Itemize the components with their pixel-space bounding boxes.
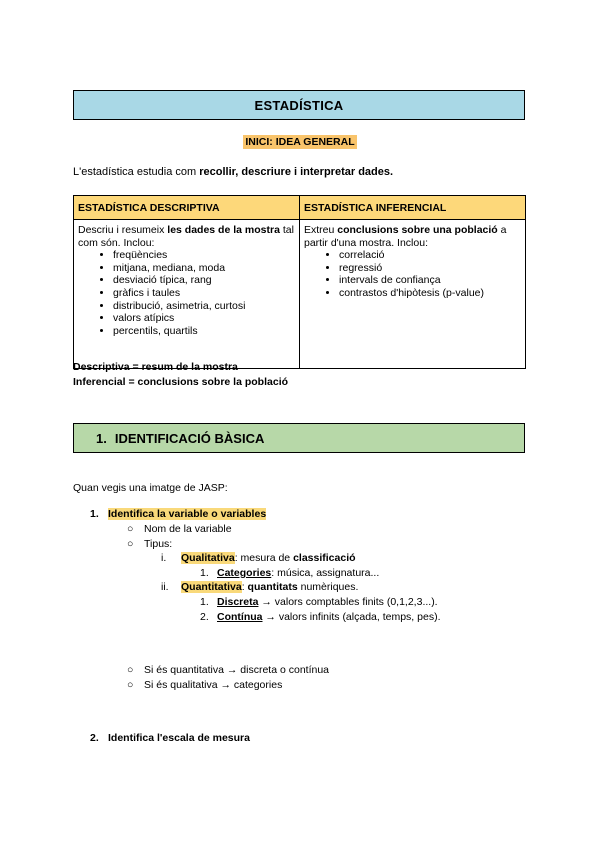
intro-bold-text: recollir, descriure i interpretar dades. (199, 166, 394, 178)
step1-sub-text: Nom de la variable (144, 523, 232, 535)
quantitative-after: numèriques. (297, 581, 359, 593)
list-item: • contrastos d'hipòtesis (p-value) (339, 287, 521, 300)
categories-item (200, 567, 379, 579)
rule-text: Si és quantitativa → discreta o contínua (144, 664, 330, 676)
step1-sub-text: Tipus: (144, 538, 173, 550)
list-item: • gràfics i taules (113, 287, 295, 300)
step1-sub-item (127, 538, 172, 550)
section-heading (73, 423, 525, 453)
list-item: • intervals de confiança (339, 274, 521, 287)
continuous-label: Contínua (217, 611, 263, 623)
qualitative-text: : mesura de (234, 552, 294, 564)
discrete-label: Discreta (217, 596, 259, 608)
summary-block (73, 360, 288, 390)
table-body-row (74, 220, 526, 369)
list-item: • valors atípics (113, 312, 295, 325)
section-number: 1. (96, 430, 107, 446)
quantitative-bold: quantitats (247, 581, 298, 593)
circle-bullet-icon: ○ (127, 523, 134, 535)
categories-text: : música, assignatura... (271, 567, 380, 579)
qualitative-marker: i. (161, 552, 167, 564)
discrete-text: → valors comptables finits (0,1,2,3...). (258, 596, 438, 608)
list-item: • regressió (339, 262, 521, 275)
step2-marker: 2. (90, 732, 99, 744)
inferential-header: ESTADÍSTICA INFERENCIAL (300, 196, 526, 220)
inferential-intro-bold: conclusions sobre una població (337, 224, 498, 236)
subtitle (0, 136, 600, 148)
list-item: • distribució, asimetria, curtosi (113, 300, 295, 313)
document-title (73, 90, 525, 120)
descriptive-intro-after: tal com són. Inclou: (78, 224, 294, 249)
step1-sub-item (127, 523, 232, 535)
step2-title: Identifica l'escala de mesura (108, 732, 250, 744)
circle-bullet-icon: ○ (127, 538, 134, 550)
section-title: IDENTIFICACIÓ BÀSICA (114, 430, 265, 446)
list-item: • percentils, quartils (113, 325, 295, 338)
step1-marker: 1. (90, 508, 99, 520)
summary-line-inferential: Inferencial = conclusions sobre la població (73, 376, 289, 388)
jasp-intro: Quan vegis una imatge de JASP: (73, 482, 228, 494)
inferential-intro (304, 224, 521, 249)
inferential-cell (300, 220, 526, 369)
inferential-intro-text: Extreu (304, 224, 338, 236)
descriptive-header: ESTADÍSTICA DESCRIPTIVA (74, 196, 300, 220)
qualitative-item (161, 552, 356, 564)
subtitle-text: INICI: IDEA GENERAL (245, 136, 355, 148)
step1-heading (90, 508, 266, 520)
categories-label: Categories (217, 567, 272, 579)
quantitative-marker: ii. (161, 581, 169, 593)
list-item: • mitjana, mediana, moda (113, 262, 295, 275)
continuous-text: → valors infinits (alçada, temps, pes). (262, 611, 441, 623)
continuous-item (200, 611, 440, 623)
intro-paragraph (73, 166, 393, 178)
qualitative-label: Qualitativa (181, 552, 235, 564)
discrete-item (200, 596, 438, 608)
comparison-table (73, 195, 526, 369)
step2-heading (90, 732, 250, 744)
quantitative-label: Quantitativa (181, 581, 242, 593)
quantitative-item (161, 581, 358, 593)
inferential-intro-after: a partir d'una mostra. Inclou: (304, 224, 507, 249)
descriptive-list (78, 249, 295, 337)
step1-title: Identifica la variable o variables (108, 508, 267, 520)
rule-item (127, 664, 329, 676)
descriptive-cell (74, 220, 300, 369)
discrete-marker: 1. (200, 596, 209, 608)
continuous-marker: 2. (200, 611, 209, 623)
list-item: • freqüències (113, 249, 295, 262)
qualitative-bold: classificació (293, 552, 356, 564)
quantitative-text: : (241, 581, 248, 593)
list-item: • correlació (339, 249, 521, 262)
categories-marker: 1. (200, 567, 209, 579)
intro-text: L'estadística estudia com (73, 166, 200, 178)
summary-line-descriptive: Descriptiva = resum de la mostra (73, 361, 238, 373)
rule-item (127, 679, 282, 691)
table-header-row (74, 196, 526, 220)
list-item: • desviació típica, rang (113, 274, 295, 287)
inferential-list (304, 249, 521, 299)
document-title-text: ESTADÍSTICA (254, 97, 344, 113)
rule-text: Si és qualitativa → categories (144, 679, 283, 691)
descriptive-intro-text: Descriu i resumeix (78, 224, 168, 236)
descriptive-intro-bold: les dades de la mostra (167, 224, 280, 236)
circle-bullet-icon: ○ (127, 664, 134, 676)
descriptive-intro (78, 224, 295, 249)
circle-bullet-icon: ○ (127, 679, 134, 691)
